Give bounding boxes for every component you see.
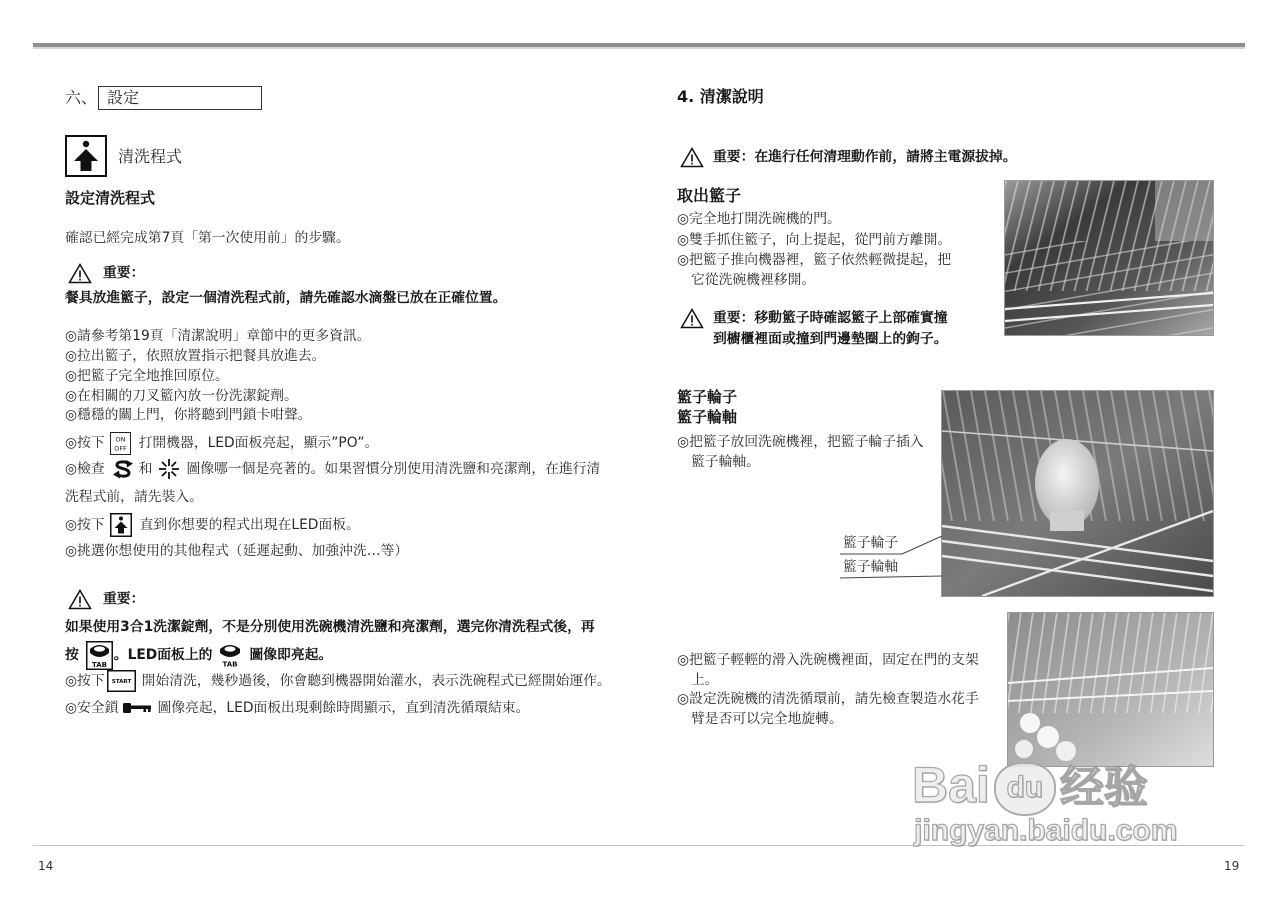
basket-removal-photo: [1004, 180, 1214, 336]
remove-basket-line-1: ◎完全地打開洗碗機的門。: [677, 211, 841, 227]
page-number-left: 14: [38, 859, 54, 873]
step-1: ◎請參考第19頁「清潔說明」章節中的更多資訊。: [65, 328, 371, 344]
section-title-box: [98, 86, 262, 110]
on-off-button-icon: [110, 432, 131, 455]
tab-label: TAB: [91, 660, 107, 669]
reinsert-line-2: 上。: [691, 672, 719, 688]
warning-2-line-1: 如果使用3合1洗潔錠劑，不是分別使用洗碗機清洗鹽和亮潔劑，選完你清洗程式後，再: [65, 619, 595, 635]
program-arrow-icon: [65, 135, 107, 177]
step-text: 圖像哪一個是亮著的。如果習慣分別使用清洗鹽和亮潔劑，在進行清: [186, 461, 601, 477]
reinsert-line-4: 臂是否可以完全地旋轉。: [691, 711, 843, 727]
warning-2: [68, 585, 144, 613]
tab-button-icon: [86, 641, 113, 670]
program-select-step: [65, 511, 360, 539]
reinsert-line-3: ◎設定洗碗機的清洗循環前，請先檢查製造水花手: [677, 691, 979, 707]
warning-text: 圖像即亮起。: [249, 647, 333, 663]
warning-text: 。LED面板上的: [113, 647, 213, 663]
axle-label: 籃子輪軸: [843, 559, 899, 575]
step-text: ◎按下: [65, 517, 105, 533]
step-text: 開始清洗，幾秒過後，你會聽到機器開始灌水，表示洗碗程式已經開始運作。: [141, 673, 611, 689]
warning-1-text: 餐具放進籃子，設定一個清洗程式前，請先確認水滴盤已放在正確位置。: [65, 290, 507, 306]
warning-triangle-icon: [68, 263, 92, 284]
key-lock-icon: [123, 702, 151, 714]
cleaning-section-heading: 4. 清潔說明: [677, 87, 764, 106]
step-text: 圖像亮起，LED面板出現剩餘時間顯示，直到清洗循環結束。: [157, 700, 530, 716]
step-text: 直到你想要的程式出現在LED面板。: [139, 517, 360, 533]
step-2: ◎拉出籃子，依照放置指示把餐具放進去。: [65, 348, 326, 364]
basket-warning-line-1: 重要：移動籃子時確認籃子上部確實撞: [713, 310, 948, 326]
program-heading: 清洗程式: [118, 147, 183, 166]
options-step: ◎挑選你想使用的其他程式（延遲起動、加強沖洗…等）: [65, 543, 409, 559]
start-step: [65, 667, 611, 695]
step-5: ◎穩穩的關上門，你將聽到門鎖卡咁聲。: [65, 407, 312, 423]
power-warning: [680, 143, 1017, 171]
warning-label: 重要：: [103, 591, 145, 607]
step-text: ◎安全鎖: [65, 700, 119, 716]
reinsert-line-1: ◎把籃子輕輕的滑入洗碗機裡面，固定在門的支架: [677, 652, 979, 668]
warning-triangle-icon: [68, 589, 92, 610]
warning-triangle-icon: [680, 308, 704, 329]
wheel-label: 籃子輪子: [843, 535, 899, 551]
wheels-heading-1: 籃子輪子: [677, 388, 738, 406]
step-text: 和: [138, 461, 153, 477]
start-label: START: [111, 679, 131, 685]
watermark-paw: du: [994, 762, 1056, 816]
basket-wheels-photo: [941, 390, 1214, 597]
step-text: ◎按下: [65, 673, 105, 689]
step-text: ◎檢查: [65, 461, 105, 477]
intro-text: 確認已經完成第7頁「第一次使用前」的步驟。: [65, 230, 350, 246]
step-text: ◎按下: [65, 435, 105, 451]
basket-warning-line-2: 到櫥櫃裡面或撞到門邊墊圈上的鉤子。: [713, 331, 948, 347]
salt-icon: [112, 459, 134, 479]
power-warning-text: 重要：在進行任何清理動作前，請將主電源拔掉。: [713, 149, 1017, 165]
top-rule: [33, 43, 1245, 49]
warning-2-line-2: [65, 640, 332, 670]
warning-triangle-icon: [680, 147, 704, 168]
basket-slide-in-photo: [1007, 612, 1214, 767]
program-arrow-icon: [110, 513, 132, 537]
wheels-line-2: 籃子輪軸。: [691, 454, 760, 470]
start-button-icon: [107, 670, 136, 692]
basket-warning: [680, 304, 948, 332]
check-icons-step: [65, 455, 600, 483]
baidu-watermark: [912, 757, 1148, 816]
watermark-url: jingyan.baidu.com: [914, 814, 1178, 847]
remove-basket-line-2: ◎雙手抓住籃子，向上提起，從門前方離開。: [677, 232, 952, 248]
step-text: 打開機器，LED面板亮起，顯示”PO”。: [138, 435, 379, 451]
section-title: 設定: [107, 88, 140, 107]
warning-text: 按: [65, 647, 79, 663]
watermark-brand-c: 经验: [1059, 763, 1148, 812]
step-4: ◎在相關的刀叉籃內放一份洗潔錠劑。: [65, 388, 298, 404]
check-step-continuation: 洗程式前，請先裝入。: [65, 489, 203, 505]
watermark-brand-a: Bai: [912, 757, 990, 813]
remove-basket-line-3: ◎把籃子推向機器裡，籃子依然輕微提起，把: [677, 252, 952, 268]
wheels-heading-2: 籃子輪軸: [677, 408, 738, 426]
remove-basket-heading: 取出籃子: [677, 186, 742, 205]
tab-tablet-icon: [219, 642, 241, 668]
wheels-line-1: ◎把籃子放回洗碗機裡，把籃子輪子插入: [677, 434, 924, 450]
subheading: 設定清洗程式: [65, 189, 156, 207]
step-3: ◎把籃子完全地推回原位。: [65, 368, 229, 384]
power-on-step: [65, 429, 378, 457]
rinse-aid-icon: [158, 458, 180, 480]
section-number: 六、: [65, 88, 98, 107]
remove-basket-line-4: 它從洗碗機裡移開。: [691, 272, 816, 288]
on-label: ON: [115, 435, 126, 443]
page-number-right: 19: [1224, 859, 1240, 873]
warning-1: [68, 259, 144, 287]
off-label: OFF: [113, 444, 127, 452]
warning-label: 重要：: [103, 265, 145, 281]
tab-label: TAB: [222, 660, 238, 668]
lock-step: [65, 694, 529, 722]
